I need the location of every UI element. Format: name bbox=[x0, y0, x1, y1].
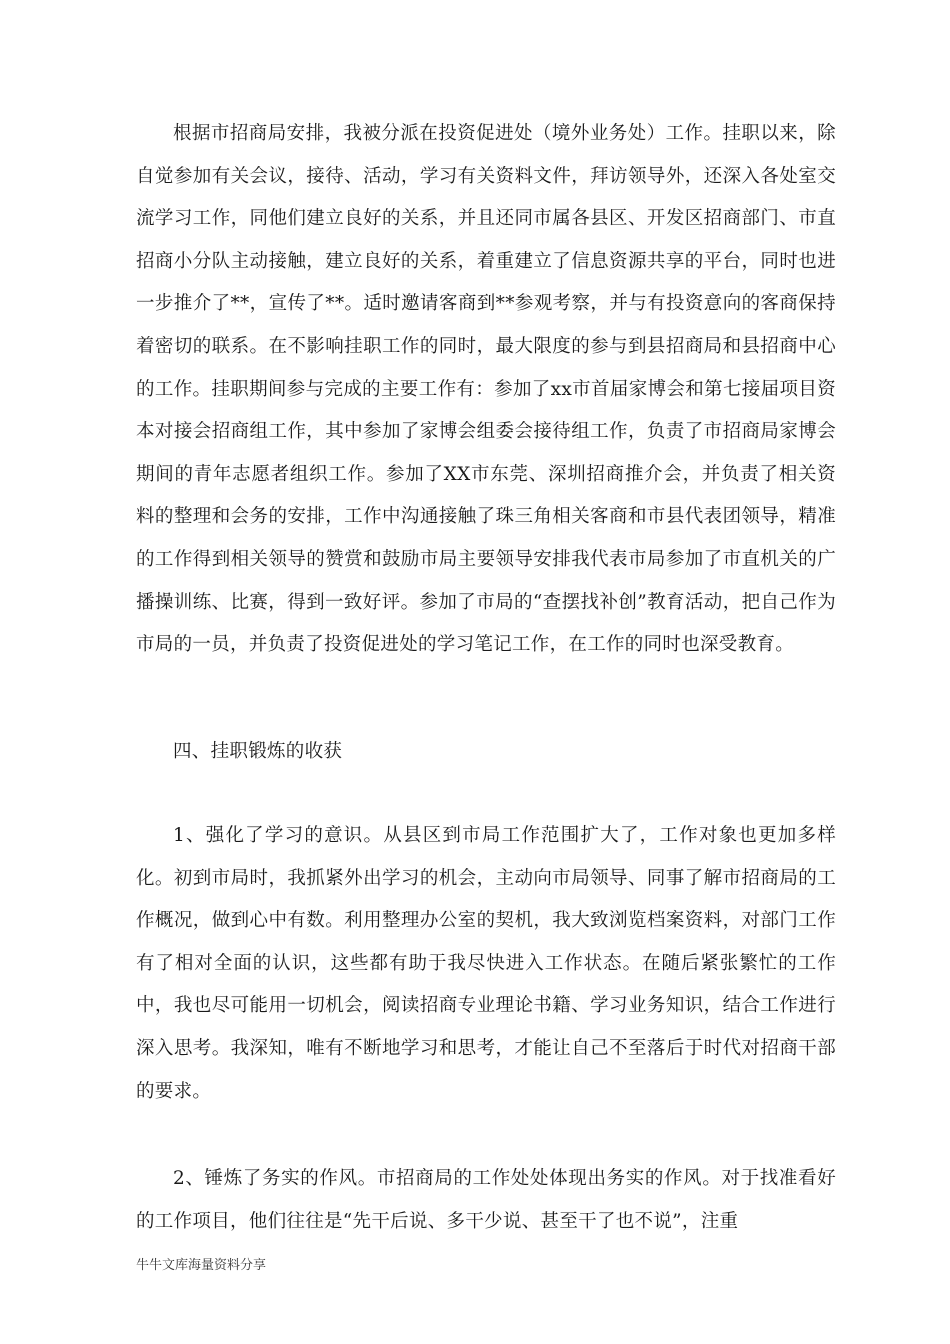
body-paragraph: 1、强化了学习的意识。从县区到市局工作范围扩大了，工作对象也更加多样化。初到市局时，我抓紧外出学习的机会，主动向市局领导、同事了解市招商局的工作概况，做到心中有数。利用整理办公室的契机，我大致浏览档案资料，对部门工作有了相对全面的认识，这些都有助于我尽快进入工作状态。在随后紧张繁忙的工作中，我也尽可能用一切机会，阅读招商专业理论书籍、学习业务知识，结合工作进行深入思考。我深知，唯有不断地学习和思考，才能让自己不至落后于时代对招商干部的要求。 bbox=[136, 825, 836, 1102]
section-heading: 四、挂职锻炼的收获 bbox=[173, 741, 343, 762]
page-footer: 牛牛文库海量资料分享 bbox=[136, 1258, 267, 1273]
body-paragraph: 2、锤炼了务实的作风。市招商局的工作处处体现出务实的作风。对于找准看好的工作项目，他们往往是“先干后说、多干少说、甚至干了也不说”，注重 bbox=[136, 1168, 836, 1232]
body-paragraph: 根据市招商局安排，我被分派在投资促进处（境外业务处）工作。挂职以来，除自觉参加有关会议，接待、活动，学习有关资料文件，拜访领导外，还深入各处室交流学习工作，同他们建立良好的关系，并且还同市属各县区、开发区招商部门、市直招商小分队主动接触，建立良好的关系，着重建立了信息资源共享的平台，同时也进一步推介了**，宣传了**。适时邀请客商到**参观考察，并与有投资意向的客商保持着密切的联系。在不影响挂职工作的同时，最大限度的参与到县招商局和县招商中心的工作。挂职期间参与完成的主要工作有：参加了xx市首届家博会和第七接届项目资本对接会招商组工作，其中参加了家博会组委会接待组工作，负责了市招商局家博会期间的青年志愿者组织工作。参加了XX市东莞、深圳招商推介会，并负责了相关资料的整理和会务的安排，工作中沟通接触了珠三角相关客商和市县代表团领导，精准的工作得到相关领导的赞赏和鼓励市局主要领导安排我代表市局参加了市直机关的广播操训练、比赛，得到一致好评。参加了市局的“查摆找补创”教育活动，把自己作为市局的一员，并负责了投资促进处的学习笔记工作，在工作的同时也深受教育。 bbox=[136, 123, 836, 656]
